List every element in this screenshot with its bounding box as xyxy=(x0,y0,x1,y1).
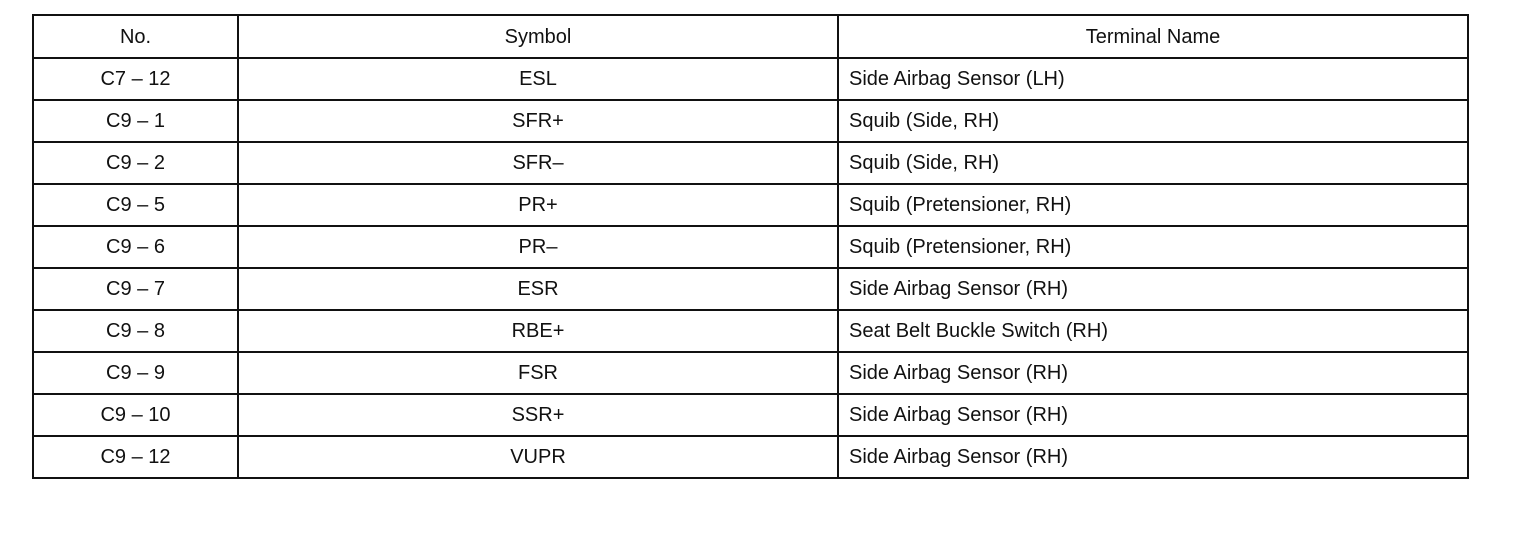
cell-no: C9 – 7 xyxy=(33,268,238,310)
terminal-table xyxy=(32,14,1469,479)
cell-symbol: PR– xyxy=(238,226,838,268)
table-row xyxy=(33,58,1468,100)
header-no: No. xyxy=(33,15,238,58)
cell-no: C9 – 1 xyxy=(33,100,238,142)
cell-symbol: RBE+ xyxy=(238,310,838,352)
table-header-row xyxy=(33,15,1468,58)
cell-symbol: ESL xyxy=(238,58,838,100)
cell-no: C7 – 12 xyxy=(33,58,238,100)
cell-symbol: SFR+ xyxy=(238,100,838,142)
terminal-table-container xyxy=(32,14,1467,479)
cell-terminal-name: Squib (Pretensioner, RH) xyxy=(838,184,1468,226)
cell-no: C9 – 9 xyxy=(33,352,238,394)
cell-symbol: PR+ xyxy=(238,184,838,226)
table-row xyxy=(33,100,1468,142)
cell-no: C9 – 2 xyxy=(33,142,238,184)
cell-terminal-name: Side Airbag Sensor (LH) xyxy=(838,58,1468,100)
table-row xyxy=(33,352,1468,394)
cell-terminal-name: Squib (Pretensioner, RH) xyxy=(838,226,1468,268)
cell-no: C9 – 5 xyxy=(33,184,238,226)
cell-terminal-name: Side Airbag Sensor (RH) xyxy=(838,436,1468,478)
cell-symbol: FSR xyxy=(238,352,838,394)
table-row xyxy=(33,268,1468,310)
cell-terminal-name: Seat Belt Buckle Switch (RH) xyxy=(838,310,1468,352)
cell-symbol: VUPR xyxy=(238,436,838,478)
cell-terminal-name: Side Airbag Sensor (RH) xyxy=(838,352,1468,394)
cell-terminal-name: Side Airbag Sensor (RH) xyxy=(838,268,1468,310)
cell-symbol: SSR+ xyxy=(238,394,838,436)
cell-no: C9 – 10 xyxy=(33,394,238,436)
table-row xyxy=(33,142,1468,184)
header-symbol: Symbol xyxy=(238,15,838,58)
cell-no: C9 – 6 xyxy=(33,226,238,268)
cell-no: C9 – 12 xyxy=(33,436,238,478)
table-row xyxy=(33,226,1468,268)
cell-symbol: SFR– xyxy=(238,142,838,184)
cell-no: C9 – 8 xyxy=(33,310,238,352)
cell-terminal-name: Side Airbag Sensor (RH) xyxy=(838,394,1468,436)
cell-symbol: ESR xyxy=(238,268,838,310)
cell-terminal-name: Squib (Side, RH) xyxy=(838,100,1468,142)
table-row xyxy=(33,184,1468,226)
table-row xyxy=(33,394,1468,436)
table-row xyxy=(33,310,1468,352)
table-row xyxy=(33,436,1468,478)
cell-terminal-name: Squib (Side, RH) xyxy=(838,142,1468,184)
header-terminal-name: Terminal Name xyxy=(838,15,1468,58)
